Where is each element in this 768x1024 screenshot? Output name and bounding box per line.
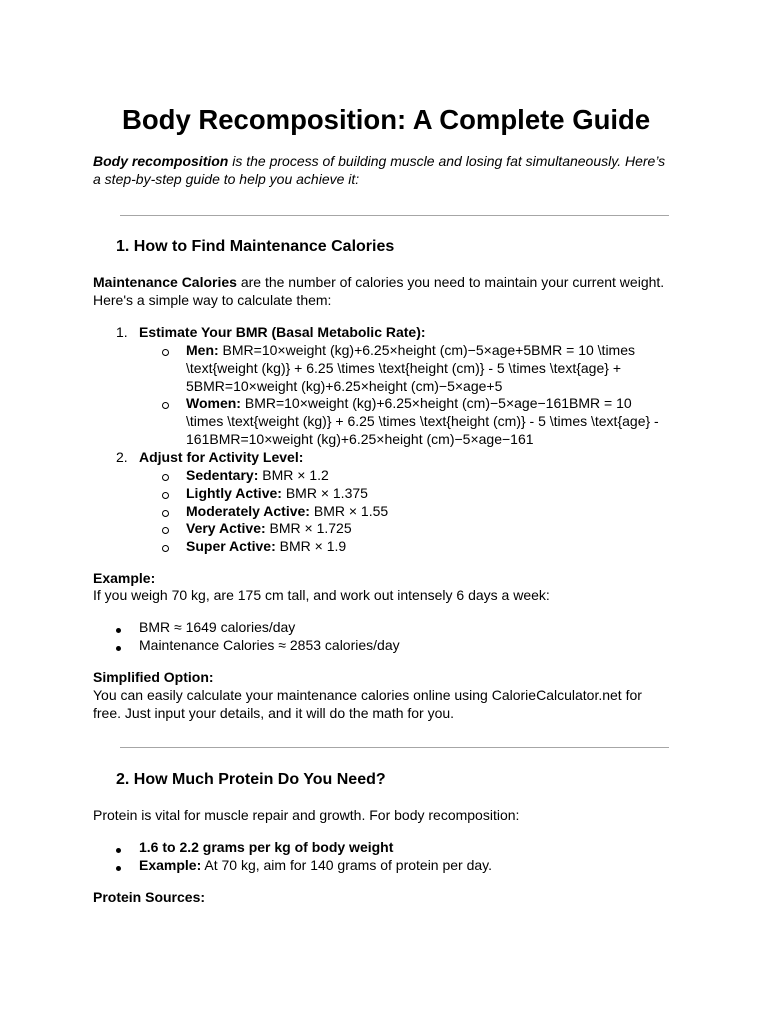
bullet-circle bbox=[162, 342, 169, 360]
lead-term: Maintenance Calories bbox=[93, 274, 237, 290]
women-label: Women: bbox=[186, 395, 241, 411]
activity-label: Lightly Active: bbox=[186, 485, 282, 501]
intro-line2: a step-by-step guide to help you achieve it: bbox=[93, 171, 360, 187]
simplified-label-text: Simplified Option: bbox=[93, 669, 214, 685]
activity-value: BMR × 1.2 bbox=[258, 467, 329, 483]
step1-number: 1. bbox=[116, 324, 128, 340]
simplified-label bbox=[93, 668, 214, 686]
men-label: Men: bbox=[186, 342, 219, 358]
activity-value: BMR × 1.55 bbox=[309, 503, 389, 519]
bullet-dot bbox=[116, 839, 121, 857]
section1-heading: 1. How to Find Maintenance Calories bbox=[116, 238, 395, 255]
intro-paragraph-line2 bbox=[93, 170, 683, 188]
activity-level-lightly bbox=[186, 484, 368, 502]
protein-example-text: At 70 kg, aim for 140 grams of protein per day. bbox=[201, 857, 493, 873]
activity-level-moderately bbox=[186, 502, 388, 520]
men-formula-line3: 5BMR=10×weight (kg)+6.25×height (cm)−5×age+5 bbox=[186, 378, 503, 394]
activity-level-sedentary bbox=[186, 466, 329, 484]
protein-item-example bbox=[139, 856, 492, 874]
protein-sources-text: Protein Sources: bbox=[93, 889, 206, 905]
step2-label-text: Adjust for Activity Level: bbox=[139, 449, 304, 465]
simplified-line1: You can easily calculate your maintenance calories online using CalorieCalculator.net for bbox=[93, 687, 642, 703]
activity-level-very bbox=[186, 519, 352, 537]
women-formula-line3: 161BMR=10×weight (kg)+6.25×height (cm)−5×age−161 bbox=[186, 431, 534, 447]
men-formula-line2: \text{weight (kg)} + 6.25 \times \text{height (cm)} - 5 \times \text{age} + bbox=[186, 360, 621, 376]
example-text: If you weigh 70 kg, are 175 cm tall, and work out intensely 6 days a week: bbox=[93, 587, 550, 603]
protein-range-text: 1.6 to 2.2 grams per kg of body weight bbox=[139, 839, 394, 855]
step2-label bbox=[139, 448, 303, 466]
section1-lead-line2: Here's a simple way to calculate them: bbox=[93, 292, 332, 308]
bullet-circle bbox=[162, 467, 169, 485]
step2-number: 2. bbox=[116, 449, 128, 465]
step1-label-text: Estimate Your BMR (Basal Metabolic Rate): bbox=[139, 324, 426, 340]
example-label bbox=[93, 569, 155, 587]
bullet-circle bbox=[162, 538, 169, 556]
men-formula-line1 bbox=[186, 341, 635, 359]
section2-lead: Protein is vital for muscle repair and growth. For body recomposition: bbox=[93, 807, 520, 823]
activity-label: Sedentary: bbox=[186, 467, 259, 483]
simplified-line2: free. Just input your details, and it will do the math for you. bbox=[93, 705, 455, 721]
example-item-maintenance: Maintenance Calories ≈ 2853 calories/day bbox=[139, 637, 400, 653]
activity-label: Moderately Active: bbox=[186, 503, 310, 519]
bullet-circle bbox=[162, 395, 169, 413]
divider bbox=[120, 215, 669, 216]
section2-heading: 2. How Much Protein Do You Need? bbox=[116, 771, 386, 788]
activity-label: Very Active: bbox=[186, 520, 266, 536]
men-l1: BMR=10×weight (kg)+6.25×height (cm)−5×age+5BMR = 10 \times bbox=[218, 342, 636, 358]
example-label-text: Example: bbox=[93, 570, 156, 586]
protein-example-label: Example: bbox=[139, 857, 202, 873]
activity-value: BMR × 1.725 bbox=[265, 520, 352, 536]
example-item-bmr: BMR ≈ 1649 calories/day bbox=[139, 619, 296, 635]
activity-value: BMR × 1.9 bbox=[275, 538, 347, 554]
bullet-dot bbox=[116, 857, 121, 875]
divider bbox=[120, 747, 669, 748]
intro-line1: is the process of building muscle and losing fat simultaneously. Here’s bbox=[228, 153, 666, 169]
women-l1: BMR=10×weight (kg)+6.25×height (cm)−5×age−161BMR = 10 bbox=[240, 395, 632, 411]
bullet-circle bbox=[162, 503, 169, 521]
women-formula-line1 bbox=[186, 394, 632, 412]
women-formula-line2: \times \text{weight (kg)} + 6.25 \times \text{height (cm)} - 5 \times \text{age} - bbox=[186, 413, 659, 429]
bullet-dot bbox=[116, 619, 121, 637]
protein-item-range bbox=[139, 838, 393, 856]
bullet-circle bbox=[162, 485, 169, 503]
activity-label: Super Active: bbox=[186, 538, 276, 554]
bullet-circle bbox=[162, 520, 169, 538]
bullet-dot bbox=[116, 637, 121, 655]
step1-label bbox=[139, 323, 426, 341]
section1-lead bbox=[93, 273, 683, 291]
activity-level-super bbox=[186, 537, 346, 555]
activity-value: BMR × 1.375 bbox=[281, 485, 368, 501]
protein-sources-label bbox=[93, 888, 205, 906]
lead-rest: are the number of calories you need to maintain your current weight. bbox=[236, 274, 665, 290]
document-title: Body Recomposition: A Complete Guide bbox=[122, 104, 651, 135]
intro-paragraph bbox=[93, 152, 683, 170]
intro-term: Body recomposition bbox=[93, 153, 229, 169]
